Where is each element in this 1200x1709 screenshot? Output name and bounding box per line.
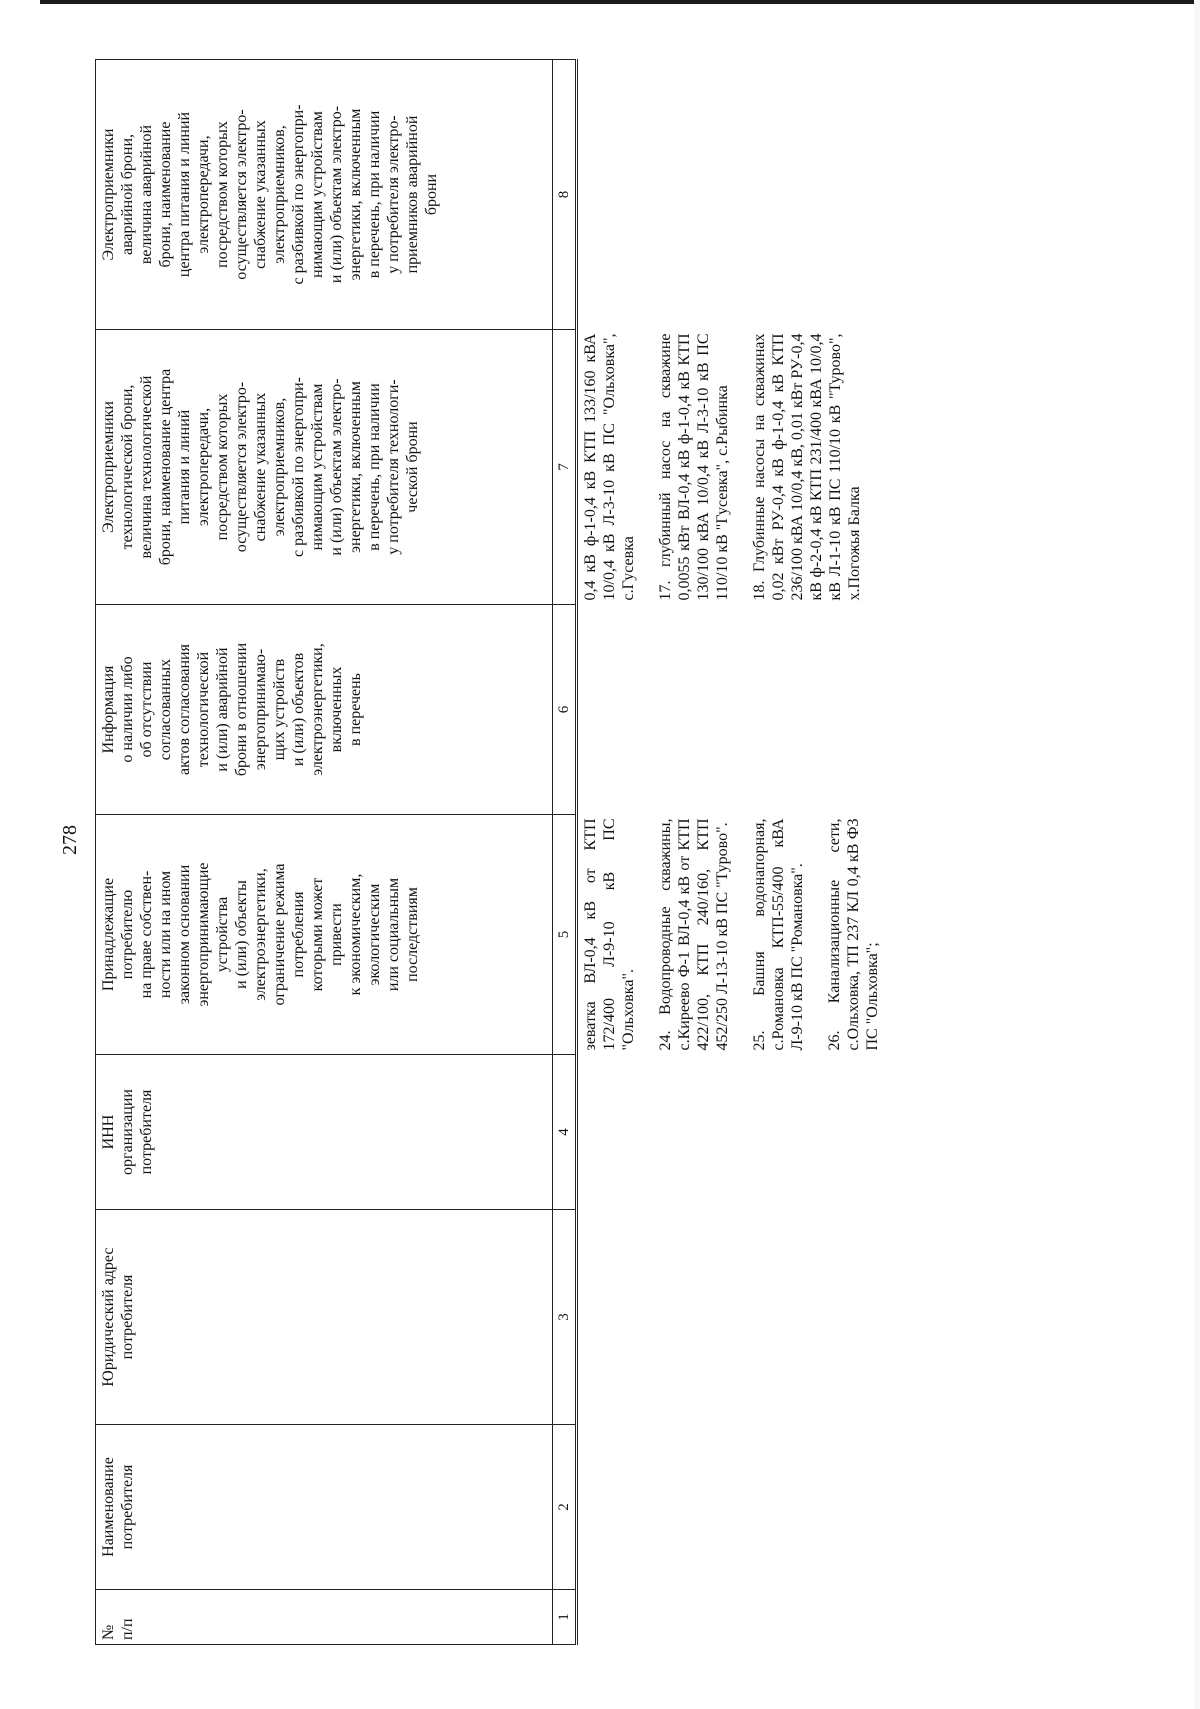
header-row	[96, 60, 553, 1645]
rotated-table-container	[95, 60, 1135, 1645]
column-number-1: 1	[553, 1590, 577, 1645]
header-cell-1: № п/п	[96, 1590, 553, 1645]
body-cell-5	[577, 815, 1085, 1055]
list-item: 17. глубинный насос на скважине 0,0055 кВт ВЛ-0,4 кВ ф-1-0,4 кВ КТП 130/100 кВА 10/0,4 кВ Л-3-10 кВ ПС 110/10 кВ "Гусевка", с.Рыбинка	[657, 333, 731, 601]
header-cell-3: Юридический адрес потребителя	[96, 1210, 553, 1425]
body-cell-3	[577, 1210, 1085, 1425]
list-item: 25. Башня водонапорная, с.Романовка КТП-55/400 кВА Л-9-10 кВ ПС "Романовка".	[751, 818, 806, 1051]
column-number-row	[553, 60, 577, 1645]
body-cell-1	[577, 1590, 1085, 1645]
reserve-consumers-table	[95, 59, 1084, 1645]
header-cell-8: Электроприемники аварийной брони, величина аварийной брони, наименование центра питания и линий электропередачи, посредством которых осуществляется электро- снабжение указанных электроприемников, с разбивкой по энергопри- нимающим устройствам и (или) объектам электро- энергетики, включенным в перечень, при наличии у потребителя электро- приемников аварийной брони	[96, 60, 553, 330]
column-number-8: 8	[553, 60, 577, 330]
header-cell-5: Принадлежащие потребителю на праве собствен- ности или на ином законном основании энергопринимающие устройства и (или) объекты электроэнергетики, ограничение режима потребления которыми может привести к экономическим, экологическим или социальным последствиям	[96, 815, 553, 1055]
page-number: 278	[59, 825, 81, 855]
scan-right-edge	[1194, 0, 1200, 1709]
table-row	[577, 60, 1085, 1645]
header-cell-4: ИНН организации потребителя	[96, 1055, 553, 1210]
column-number-2: 2	[553, 1425, 577, 1590]
column-number-3: 3	[553, 1210, 577, 1425]
list-item: 0,4 кВ ф-1-0,4 кВ КТП 133/160 кВА 10/0,4 кВ Л-3-10 кВ ПС "Ольховка", с.Гусевка	[582, 333, 637, 601]
body-cell-6	[577, 605, 1085, 815]
column-number-6: 6	[553, 605, 577, 815]
list-item: зеватка ВЛ-0,4 кВ от КТП 172/400 Л-9-10 кВ ПС "Ольховка".	[582, 818, 637, 1051]
column-number-5: 5	[553, 815, 577, 1055]
column-number-7: 7	[553, 330, 577, 605]
body-cell-8	[577, 60, 1085, 330]
list-item: 18. Глубинные насосы на скважинах 0,02 кВт РУ-0,4 кВ ф-1-0,4 кВ КТП 236/100 кВА 10/0,4 кВ, 0,01 кВт РУ-0,4 кВ ф-2-0,4 кВ КТП 231/400 кВА 10/0,4 кВ Л-1-10 кВ ПС 110/10 кВ "Турово", х.Погожья Балка	[751, 333, 863, 601]
body-cell-7	[577, 330, 1085, 605]
column-number-4: 4	[553, 1055, 577, 1210]
list-item: 26. Канализационные сети, с.Ольховка, ТП 237 КЛ 0,4 кВ Ф3 ПС "Ольховка";	[826, 818, 881, 1051]
header-cell-6: Информация о наличии либо об отсутствии согласованных актов согласования технологической и (или) аварийной брони в отношении энергопринимаю- щих устройств и (или) объектов электроэнергетики, включенных в перечень	[96, 605, 553, 815]
header-cell-2: Наименование потребителя	[96, 1425, 553, 1590]
list-item: 24. Водопроводные скважины, с.Киреево Ф-1 ВЛ-0,4 кВ от КТП 422/100, КТП 240/160, КТП 452/250 Л-13-10 кВ ПС "Турово".	[657, 818, 731, 1051]
body-cell-2	[577, 1425, 1085, 1590]
scan-top-edge	[40, 0, 1200, 4]
header-cell-7: Электроприемники технологической брони, величина технологической брони, наименование центра питания и линий электропередачи, посредством которых осуществляется электро- снабжение указанных электроприемников, с разбивкой по энергопри- нимающим устройствам и (или) объектам электро- энергетики, включенным в перечень, при наличии у потребителя технологи- ческой брони	[96, 330, 553, 605]
body-cell-4	[577, 1055, 1085, 1210]
